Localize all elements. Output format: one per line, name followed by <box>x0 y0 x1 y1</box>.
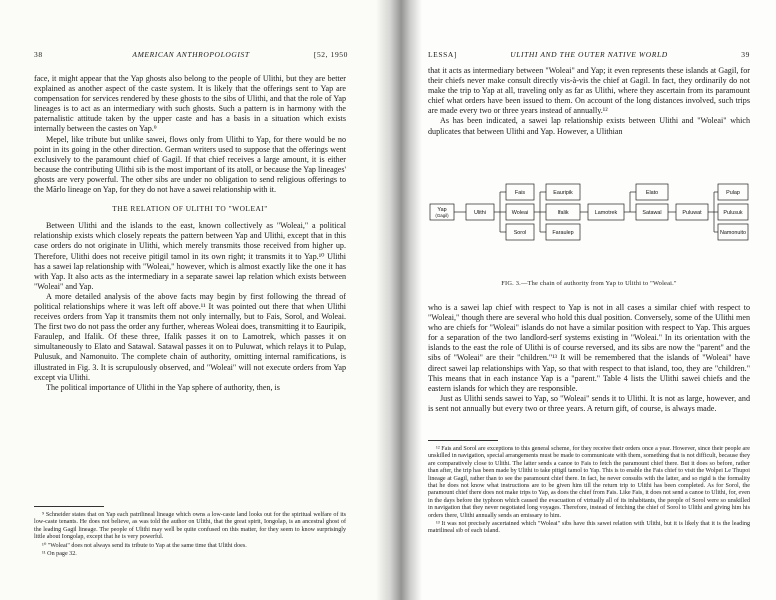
footnote: ¹¹ On page 32. <box>42 551 77 558</box>
right-page-body-mid <box>428 303 750 414</box>
node-label-pulap: Pulap <box>726 190 740 196</box>
node-label-sorol: Sorol <box>513 230 527 236</box>
footnote: ⁹ Schneider states that on Yap each patrilineal lineage which owns a low-caste land looks out for the spiritual welfare of its low-caste tenants. He does not believe, as was told the author on Ulithi, that the great spirit, Iongolap, is an ancestral ghost of the leading Gagil lineage. The people of Ulithi may well be quite confused on this matter, for they seem to know surprisingly little about Iongolap, except that he is very powerful. <box>34 512 346 541</box>
paragraph: A more detailed analysis of the above facts may begin by first following the thread of political relationships where it was left off above.¹¹ It was pointed out there that when Ulithi receives orders from Yap it transmits them not only internally, but to Fais, Sorol, and Woleai. The first two do not pass the order any further, whereas Woleai does, transmitting it to Eauripik, Faraulep, and Ifalik. Of these three, Ifalik passes it on to Lamotrek, which passes it on simultaneously to Elato and Satawal. Satawal passes it on to Puluwat, which relays it to Pulap, Pulusuk, and Namonuito. The complete chain of authority, omitting internal ramifications, is illustrated in Fig. 3. It is scrupulously observed, and "Woleai" will not execute orders from Yap except via Ulithi. <box>34 291 346 382</box>
footnote-rule <box>34 506 104 507</box>
paragraph: that it acts as intermediary between "Woleai" and Yap; it even represents these islands at Gagil, for their chiefs never make consult directly vis-à-vis the chief at Gagil. In fact, they ordinarily do not make the trip to Yap at all, traveling only as far as Ulithi, where they ascertain from its paramount chief what orders have been issued to them. On account of the long distances involved, such trips are made every two or three years instead of annually.¹² <box>428 66 750 116</box>
section-heading: THE RELATION OF ULITHI TO "WOLEAI" <box>112 204 268 214</box>
node-label-woleai: Woleai <box>511 210 529 216</box>
left-page-number: 38 <box>34 50 43 59</box>
volume-reference: [52, 1950 <box>313 50 348 59</box>
node-label-pulusuk: Pulusuk <box>723 210 743 216</box>
paragraph: As has been indicated, a sawei lap relationship exists between Ulithi and "Woleai" which duplicates that between Ulithi and Yap. However, a Ulithian <box>428 116 750 136</box>
paragraph: The political importance of Ulithi in the Yap sphere of authority, then, is <box>46 382 280 392</box>
footnote-rule <box>428 440 498 441</box>
node-label-satawal: Satawal <box>642 210 662 216</box>
authority-chain-diagram <box>428 168 750 278</box>
node-label-eauripik: Eauripik <box>553 190 573 196</box>
right-page-number: 39 <box>741 50 750 59</box>
node-label-namonuito: Namonuito <box>719 230 747 236</box>
authority-chain-figure <box>428 168 750 288</box>
paragraph: face, it might appear that the Yap ghosts also belong to the people of Ulithi, but they are better explained as another aspect of the caste system. It is likely that the offerings sent to Yap are compensation for services rendered by these ghosts to the sibs of Ulithi, and that the role of Yap lineages is to act as an intermediary with such ghosts. Such a pattern is in harmony with the paternalistic attitude taken by the upper caste and has a basis in a situation which exists internally between the castes on Yap.⁹ <box>34 74 346 134</box>
node-label-elato: Elato <box>645 190 659 196</box>
node-label-ulithi: Ulithi <box>474 210 486 216</box>
node-label-fais: Fais <box>514 190 526 196</box>
node-label-faraulep: Faraulep <box>552 230 574 236</box>
right-page-footnotes <box>428 440 750 537</box>
node-label-puluwat: Puluwat <box>682 210 702 216</box>
right-page-body-top <box>428 66 750 137</box>
node-label-yap: Yap <box>437 207 447 213</box>
right-page <box>388 0 776 600</box>
right-page-header <box>428 50 750 60</box>
left-page-header <box>34 50 348 60</box>
node-label-ifalik: Ifalik <box>557 210 569 216</box>
left-page-footnotes <box>34 506 346 559</box>
article-title: ULITHI AND THE OUTER NATIVE WORLD <box>510 50 668 59</box>
paragraph: Mepel, like tribute but unlike sawei, flows only from Ulithi to Yap, for there would be no point in its going in the other direction. German writers used to suppose that the offerings went exclusively to the paramount chief of Gagil. If that chief receives a large amount, it is either because the contributing Ulithi sib is the most important of its atoll, or because the Yap lineages' ghosts are very powerful. The other sibs are under no obligation to send religious offerings to the Mãrlo lineage on Yap, for they do not have a sawei relationship with it. <box>34 134 346 195</box>
node-label-lamotrek: Lamotrek <box>594 210 618 216</box>
paragraph: Between Ulithi and the islands to the east, known collectively as "Woleai," a political relationship exists which closely repeats the pattern between Yap and Ulithi, except that in this case orders do not originate in Ulithi, which merely transmits those received from higher up. Therefore, Ulithi does not receive pitigil tamol in its own right; it transmits it to Yap.¹⁰ Ulithi has a sawei lap relationship with "Woleai," however, which is almost exactly like the one it has with Yap. It also acts as the intermediary in a separate sawei lap relation which exists between "Woleai" and Yap. <box>34 221 346 291</box>
footnote: ¹³ It was not precisely ascertained which "Woleai" sibs have this sawei relation with Ulithi, but it is likely that it is the leading matrilineal sib of each island. <box>428 521 750 535</box>
left-page-body <box>34 74 346 393</box>
footnote: ¹² Fais and Sorol are exceptions to this general scheme, for they receive their orders once a year. However, since their people are unskilled in navigation, special arrangements must be made to communicate with them, something that is not difficult, because they are comparatively close to Ulithi. The latter sends a canoe to Fais to fetch the paramount chief there. But it does so before, rather than after, the trip has been made by Ulithi to take pitigil tamol to Yap. This is to enable the Fais chief to visit the Wolpei Le Thupoi lineage at Gagil, rather than to see the paramount chief there. In fact, he never consults with the latter, and so rigid is the formality that he does not know what instructions are to be given him till the return trip to Ulithi has been completed. As for Sorol, the paramount chief there does not make trips to Yap, as does the chief from Fais. Like Fais, it does not send a canoe to Ulithi, for, even in the days before the typhoon which caused the evacuation of virtually all of its inhabitants, the people of Sorol were so unskilled in navigation that they never negotiated long voyages. Therefore, instead of fetching the chief of Sorol to Ulithi and giving him his orders there, Ulithi annually sends an emissary to him. <box>428 446 750 519</box>
author-section-label: LESSA] <box>428 50 458 59</box>
paragraph: Just as Ulithi sends sawei to Yap, so "Woleai" sends it to Ulithi. It is not as large, however, and is sent not annually but every two or three years. A return gift, of course, is always made. <box>428 393 750 413</box>
figure-caption: FIG. 3.—The chain of authority from Yap to Ulithi to "Woleai." <box>501 280 677 287</box>
footnote: ¹⁰ "Woleai" does not always send its tribute to Yap at the same time that Ulithi does. <box>42 542 247 549</box>
journal-title: AMERICAN ANTHROPOLOGIST <box>132 50 250 59</box>
paragraph: who is a sawei lap chief with respect to Yap is not in all cases a similar chief with respect to "Woleai," though there are several who hold this dual position. Conversely, some of the Ulithi men who are chiefs for "Woleai" islands do not have a similar position with respect to Yap. This argues for a separation of the two landlord-serf systems existing in "Woleai." In its orientation with the islands to the east the role of Ulithi is of course reversed, and its sibs are now the "parent" and the sibs of "Woleai" are their "children."¹³ It will be remembered that the islands of "Woleai" have direct sawei lap relationships with Yap, so that with respect to that island, too, they are "children." This means that in each instance Yap is a "parent." Table 4 lists the Ulithi sawei chiefs and the eastern islands for which they are responsible. <box>428 303 750 393</box>
node-label-gagil: (Gagil) <box>435 213 449 218</box>
